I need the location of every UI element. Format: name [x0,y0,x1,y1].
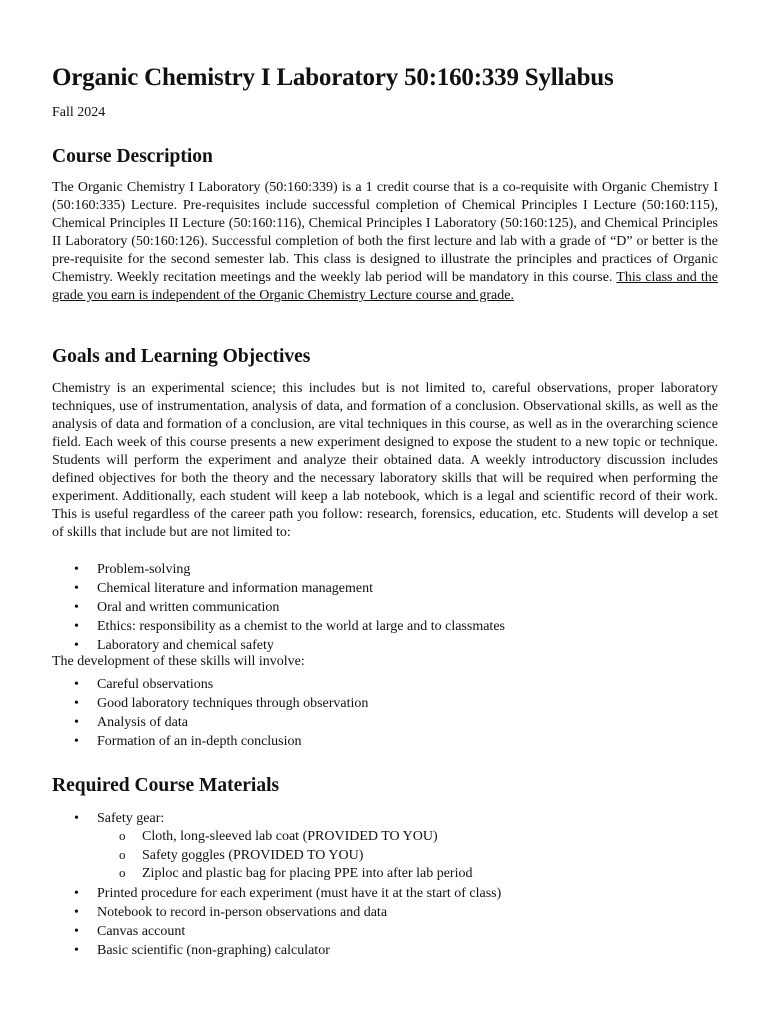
list-item: • Analysis of data [52,713,368,732]
course-description-body: The Organic Chemistry I Laboratory (50:160:339) is a 1 credit course that is a co-requisite with Organic Chemistry I (50:160:335) Lecture. Pre-requisites include successful completion of Chemical Principles I Lecture (50:160:115), Chemical Principles II Lecture (50:160:116), Chemical Principles I Laboratory (50:160:125), and Chemical Principles II Laboratory (50:160:126). Successful completion of both the first lecture and lab with a grade of “D” or better is the pre-requisite for the second semester lab. This class is designed to illustrate the principles and practices of Organic Chemistry. Weekly recitation meetings and the weekly lab period will be mandatory in this course. [52,180,718,285]
list-item: • Notebook to record in-person observations and data [52,903,501,922]
term-label: Fall 2024 [52,105,106,120]
list-item: • Printed procedure for each experiment (must have it at the start of class) [52,884,501,903]
materials-list [52,809,501,960]
document-title: Organic Chemistry I Laboratory 50:160:339 Syllabus [52,64,614,91]
list-item: • Problem-solving [52,560,505,579]
list-item: • Laboratory and chemical safety [52,636,505,655]
list-item: • Ethics: responsibility as a chemist to the world at large and to classmates [52,617,505,636]
list-item: • Careful observations [52,675,368,694]
course-description-heading: Course Description [52,146,213,167]
list-item: • Basic scientific (non-graphing) calculator [52,941,501,960]
list-item: • Canvas account [52,922,501,941]
goals-text: Chemistry is an experimental science; this includes but is not limited to, careful observations, proper laboratory techniques, use of instrumentation, analysis of data, and formation of a conclusion. Observational skills, as well as the analysis of data and formation of a conclusion, are vital techniques in this course, as well as in the overarching science field. Each week of this course presents a new experiment designed to expose the student to a new topic or technique. Students will perform the experiment and analyze their obtained data. A weekly introductory discussion includes defined objectives for both the theory and the necessary laboratory skills that will be required when performing the experiment. Additionally, each student will keep a lab notebook, which is a legal and scientific record of their work. This is useful regardless of the career path you follow: research, forensics, education, etc. Students will develop a set of skills that include but are not limited to: [52,381,718,540]
goals-heading: Goals and Learning Objectives [52,346,311,367]
list-item: • Chemical literature and information management [52,579,505,598]
development-list [52,675,368,751]
sub-list-item: o Safety goggles (PROVIDED TO YOU) [52,847,501,866]
safety-gear-label: Safety gear: [97,811,165,826]
list-item-safety-gear [52,809,501,884]
sub-list-item: o Cloth, long-sleeved lab coat (PROVIDED TO YOU) [52,828,501,847]
list-item: • Oral and written communication [52,598,505,617]
development-intro: The development of these skills will involve: [52,654,305,669]
list-item: • Formation of an in-depth conclusion [52,732,368,751]
materials-heading: Required Course Materials [52,775,280,796]
list-item: • Good laboratory techniques through observation [52,694,368,713]
course-description-text [52,179,718,305]
sub-list-item: o Ziploc and plastic bag for placing PPE into after lab period [52,865,501,884]
skills-list [52,560,505,655]
course-description-underlined: This class and the grade you earn is independent of the Organic Chemistry Lecture course and grade. [52,270,719,303]
safety-gear-sublist [52,828,501,884]
